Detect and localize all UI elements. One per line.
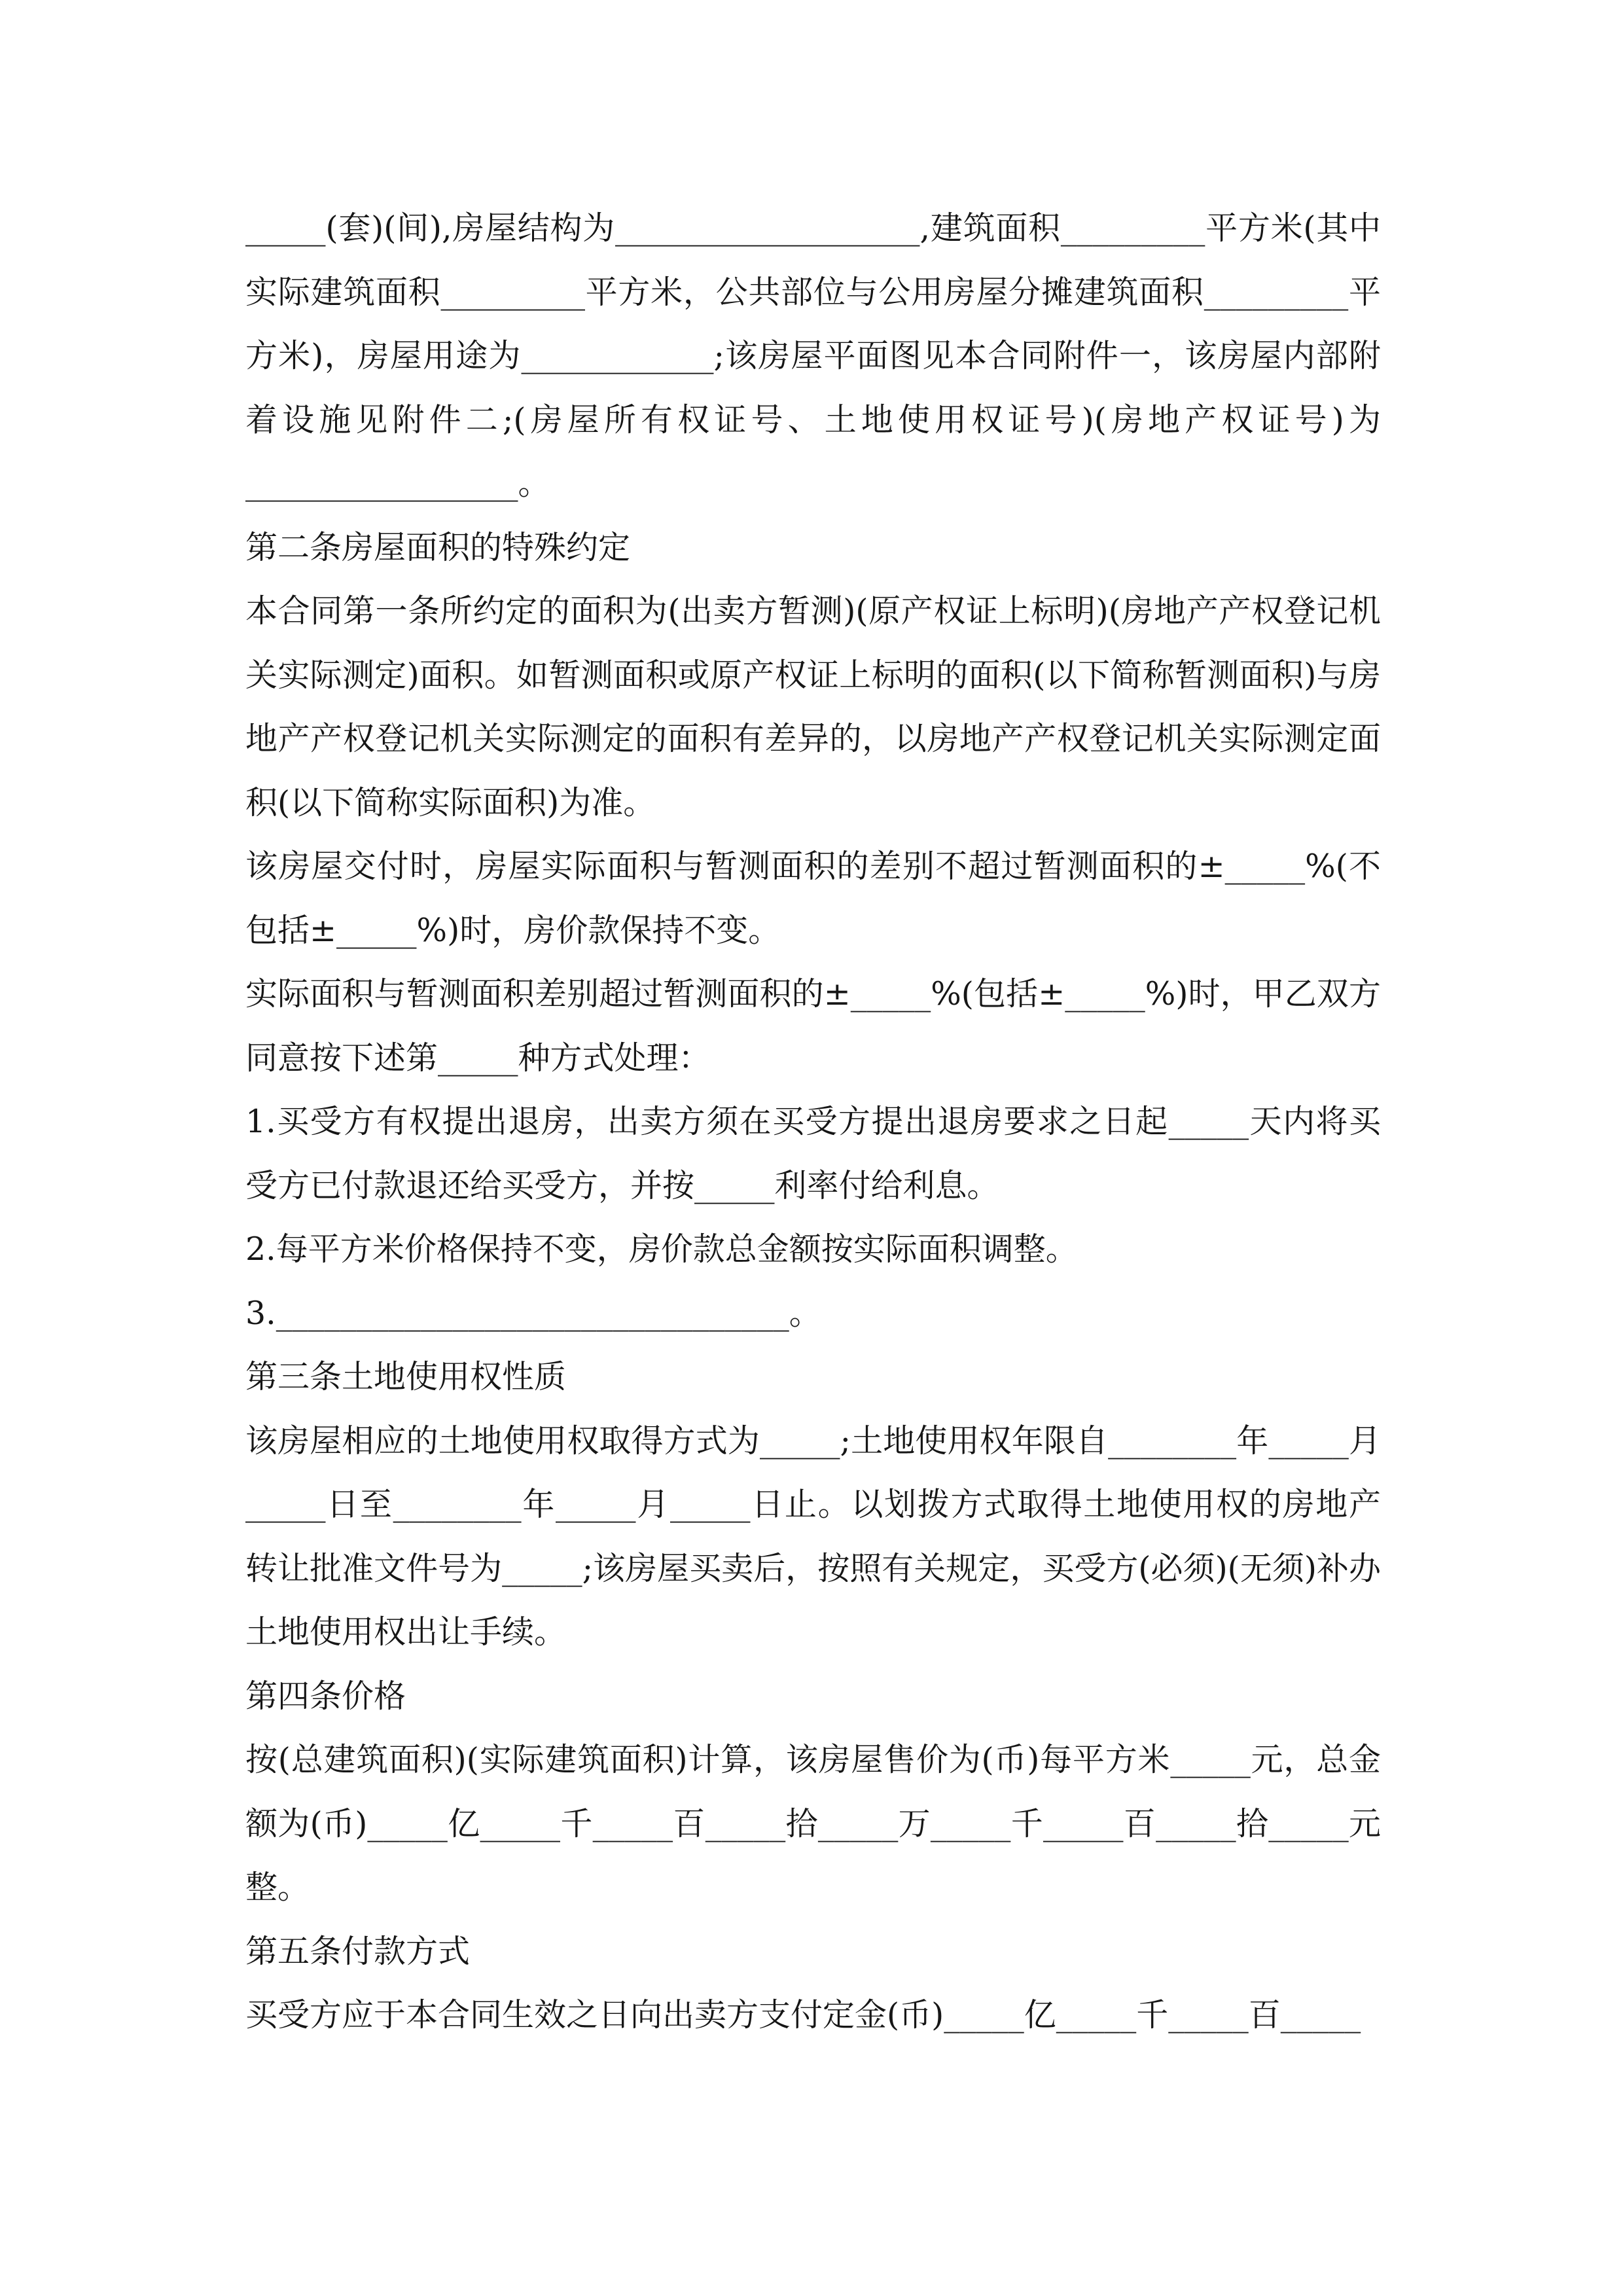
- paragraph-property-description: _____(套)(间),房屋结构为___________________,建筑面积_________平方米(其中实际建筑面积_________平方米，公共部位与公用房屋分摊建筑面积_________平方米)，房屋用途为____________;该房屋平面图见本合同附件一，该房屋内部附着设施见附件二;(房屋所有权证号、土地使用权证号)(房地产权证号)为_________________。: [245, 209, 1381, 502]
- paragraph-area-exceed: 实际面积与暂测面积差别超过暂测面积的±_____%(包括±_____%)时，甲乙双方同意按下述第_____种方式处理：: [245, 975, 1381, 1077]
- heading-article-2: 第二条房屋面积的特殊约定: [245, 528, 631, 566]
- paragraph-area-definition: 本合同第一条所约定的面积为(出卖方暂测)(原产权证上标明)(房地产产权登记机关实际测定)面积。如暂测面积或原产权证上标明的面积(以下简称暂测面积)与房地产产权登记机关实际测定的面积有差异的，以房地产产权登记机关实际测定面积(以下简称实际面积)为准。: [245, 592, 1381, 821]
- paragraph-payment: 买受方应于本合同生效之日向出卖方支付定金(币)_____亿_____千_____百_____: [245, 1996, 1361, 2034]
- paragraph-option-3: 3.________________________________。: [245, 1294, 821, 1332]
- heading-article-5: 第五条付款方式: [245, 1932, 471, 1970]
- paragraph-area-tolerance: 该房屋交付时，房屋实际面积与暂测面积的差别不超过暂测面积的±_____%(不包括±_____%)时，房价款保持不变。: [245, 848, 1381, 949]
- paragraph-option-1: 1.买受方有权提出退房，出卖方须在买受方提出退房要求之日起_____天内将买受方已付款退还给买受方，并按_____利率付给利息。: [245, 1103, 1381, 1204]
- paragraph-land-use: 该房屋相应的土地使用权取得方式为_____;土地使用权年限自________年_____月_____日至________年_____月_____日止。以划拨方式取得土地使用权的房地产转让批准文件号为_____;该房屋买卖后，按照有关规定，买受方(必须)(无须)补办土地使用权出让手续。: [245, 1422, 1381, 1651]
- contract-page: [245, 196, 1381, 2047]
- paragraph-price: 按(总建筑面积)(实际建筑面积)计算，该房屋售价为(币)每平方米_____元，总金额为(币)_____亿_____千_____百_____拾_____万_____千_____百_____拾_____元整。: [245, 1741, 1381, 1906]
- heading-article-4: 第四条价格: [245, 1677, 406, 1715]
- heading-article-3: 第三条土地使用权性质: [245, 1358, 567, 1395]
- paragraph-option-2: 2.每平方米价格保持不变，房价款总金额按实际面积调整。: [245, 1230, 1078, 1268]
